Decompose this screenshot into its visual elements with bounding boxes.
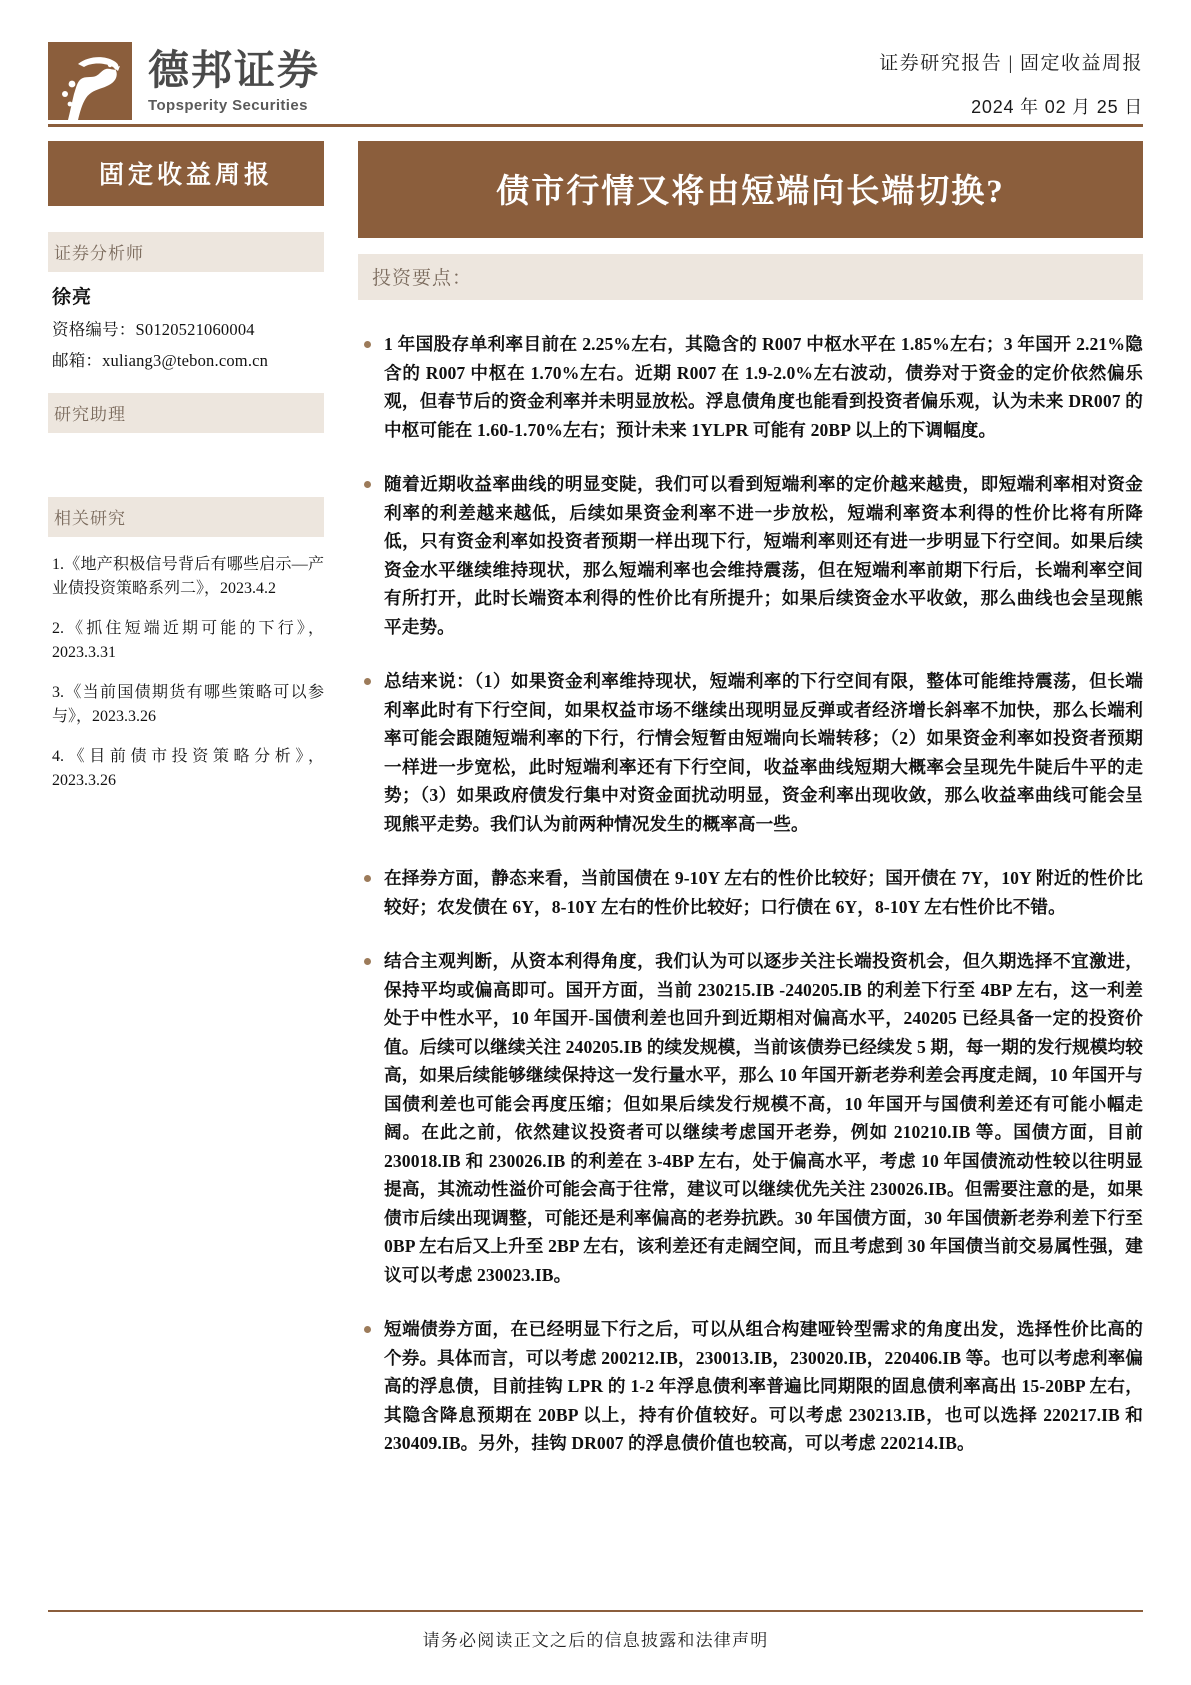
investment-point: 在择券方面，静态来看，当前国债在 9-10Y 左右的性价比较好；国开债在 7Y，10Y 附近的性价比较好；农发债在 6Y，8-10Y 左右的性价比较好；口行债在 6Y，8-10Y 左右性价比不错。: [358, 864, 1143, 921]
investment-point: 短端债券方面，在已经明显下行之后，可以从组合构建哑铃型需求的角度出发，选择性价比高的个券。具体而言，可以考虑 200212.IB，230013.IB，230020.IB，220406.IB 等。也可以考虑利率偏高的浮息债，目前挂钩 LPR 的 1-2 年浮息债利率普遍比同期限的固息债利率高出 15-20BP 左右，其隐含降息预期在 20BP 以上，持有价值较好。可以考虑 230213.IB，也可以选择 220217.IB 和 230409.IB。另外，挂钩 DR007 的浮息债价值也较高，可以考虑 220214.IB。: [358, 1315, 1143, 1458]
investment-point: 结合主观判断，从资本利得角度，我们认为可以逐步关注长端投资机会，但久期选择不宜激进，保持平均或偏高即可。国开方面，当前 230215.IB -240205.IB 的利差下行至 4BP 左右，这一利差处于中性水平，10 年国开-国债利差也回升到近期相对偏高水平，240205 已经具备一定的投资价值。后续可以继续关注 240205.IB 的续发规模，当前该债券已经续发 5 期，每一期的发行规模均较高，如果后续能够继续保持这一发行量水平，那么 10 年国开新老券利差会再度走阔，10 年国开与国债利差也可能会再度压缩；但如果后续发行规模不高，10 年国开与国债利差还有可能小幅走阔。在此之前，依然建议投资者可以继续考虑国开老券，例如 210210.IB 等。国债方面，目前 230018.IB 和 230026.IB 的利差在 3-4BP 左右，处于偏高水平，考虑 10 年国债流动性较以往明显提高，其流动性溢价可能会高于往常，建议可以继续优先关注 230026.IB。但需要注意的是，如果债市后续出现调整，可能还是利率偏高的老券抗跌。30 年国债方面，30 年国债新老券利差下行至 0BP 左右后又上升至 2BP 左右，该利差还有走阔空间，而且考虑到 30 年国债当前交易属性强，建议可以考虑 230023.IB。: [358, 947, 1143, 1289]
related-research-item[interactable]: 2.《抓住短端近期可能的下行》，2023.3.31: [52, 620, 324, 661]
page-title: 债市行情又将由短端向长端切换?: [358, 141, 1143, 238]
main-content: [338, 127, 1143, 1458]
related-research-item[interactable]: 1.《地产积极信号背后有哪些启示—产业债投资策略系列二》，2023.4.2: [52, 556, 324, 597]
related-research-item[interactable]: 4.《目前债市投资策略分析》，2023.3.26: [52, 748, 324, 789]
sidebar-section-analyst: 证券分析师: [48, 232, 324, 272]
body-columns: [40, 127, 1151, 1458]
leopard-logo-icon: [48, 42, 132, 120]
sidebar: [48, 127, 338, 793]
analyst-name: 徐亮: [52, 287, 93, 308]
investment-points-heading: 投资要点：: [358, 254, 1143, 300]
footer-divider: [48, 1610, 1143, 1612]
analyst-email[interactable]: 邮箱：xuliang3@tebon.com.cn: [52, 351, 269, 370]
sidebar-section-related: 相关研究: [48, 497, 324, 537]
investment-point: 1 年国股存单利率目前在 2.25%左右，其隐含的 R007 中枢水平在 1.85%左右；3 年国开 2.21%隐含的 R007 中枢在 1.70%左右。近期 R007 在 1.9-2.0%左右波动，债券对于资金的定价依然偏乐观，但春节后的资金利率并未明显放松。浮息债角度也能看到投资者偏乐观，认为未来 DR007 的中枢可能在 1.60-1.70%左右；预计未来 1YLPR 可能有 20BP 以上的下调幅度。: [358, 330, 1143, 444]
investment-point: 总结来说：（1）如果资金利率维持现状，短端利率的下行空间有限，整体可能维持震荡，但长端利率此时有下行空间，如果权益市场不继续出现明显反弹或者经济增长斜率不加快，那么长端利率可能会跟随短端利率的下行，行情会短暂由短端向长端转移；（2）如果资金利率如投资者预期一样进一步宽松，此时短端利率还有下行空间，收益率曲线短期大概率会呈现先牛陡后牛平的走势；（3）如果政府债发行集中对资金面扰动明显，资金利率出现收敛，那么收益率曲线可能会呈现熊平走势。我们认为前两种情况发生的概率高一些。: [358, 667, 1143, 838]
analyst-certificate: 资格编号：S0120521060004: [52, 320, 255, 339]
page-header: [40, 0, 1151, 117]
report-type-label: 证券研究报告 | 固定收益周报: [879, 53, 1143, 74]
brand-name-en: Topsperity Securities: [148, 96, 308, 114]
brand-name-cn: 德邦证券: [148, 45, 320, 94]
sidebar-section-assistant: 研究助理: [48, 393, 324, 433]
related-research-item[interactable]: 3.《当前国债期货有哪些策略可以参与》，2023.3.26: [52, 684, 324, 725]
header-meta: [879, 42, 1143, 119]
brand-text: [148, 45, 320, 114]
investment-points-list: [358, 330, 1143, 1458]
report-date: 2024 年 02 月 25 日: [971, 97, 1143, 117]
page-footer: [48, 1610, 1143, 1651]
assistant-empty-area: [48, 433, 324, 475]
brand-block: [48, 42, 320, 120]
investment-point: 随着近期收益率曲线的明显变陡，我们可以看到短端利率的定价越来越贵，即短端利率相对资金利率的利差越来越低，后续如果资金利率不进一步放松，短端利率资本利得的性价比将有所降低，只有资金利率如投资者预期一样出现下行，短端利率则还有进一步明显下行空间。如果后续资金水平继续维持现状，那么短端利率也会维持震荡，但在短端利率前期下行后，长端利率空间有所打开，此时长端资本利得的性价比有所提升；如果后续资金水平收敛，那么曲线也会呈现熊平走势。: [358, 470, 1143, 641]
report-series-tag: 固定收益周报: [48, 141, 324, 206]
footer-disclaimer: 请务必阅读正文之后的信息披露和法律声明: [422, 1631, 769, 1650]
